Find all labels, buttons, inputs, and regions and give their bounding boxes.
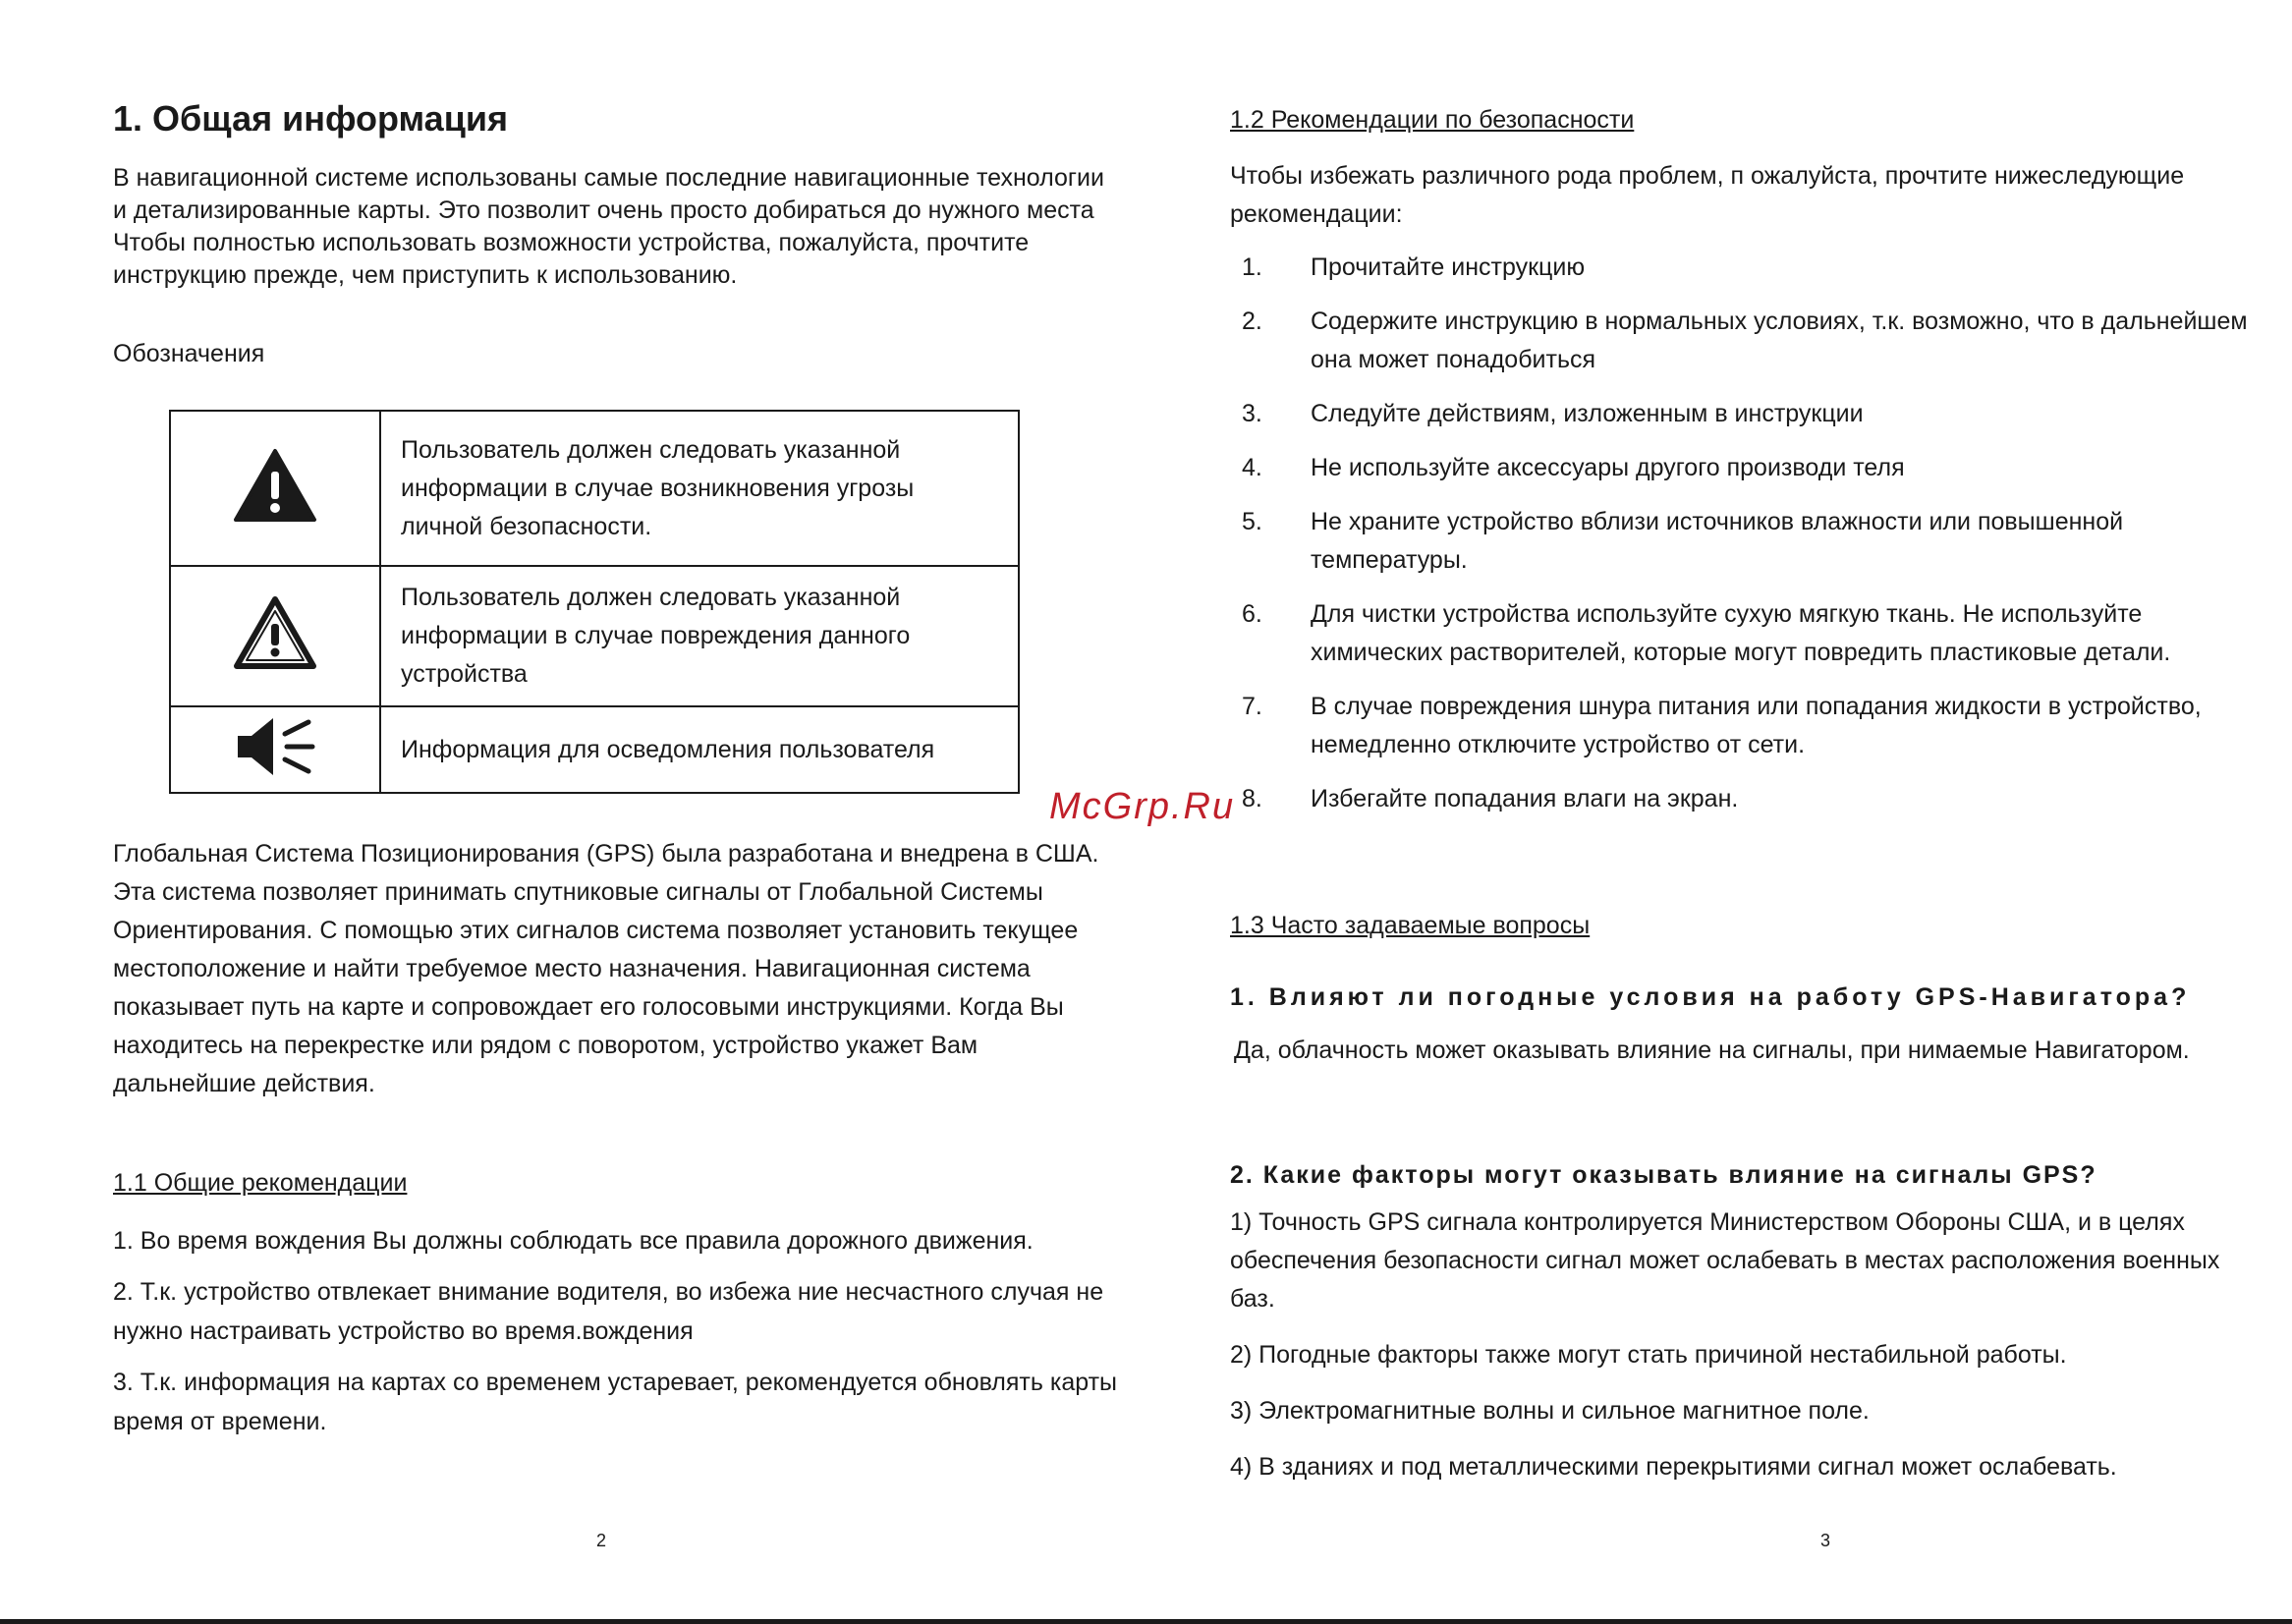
page-title: 1. Общая информация bbox=[113, 98, 508, 139]
section-heading-1-1: 1.1 Общие рекомендации bbox=[113, 1169, 408, 1197]
page-number: 2 bbox=[596, 1531, 607, 1550]
item-text: Не используйте аксессуары другого производи теля bbox=[1311, 454, 1905, 481]
list-item bbox=[1230, 249, 2271, 287]
list-item: 2. Т.к. устройство отвлекает внимание водителя, во избежа ние несчастного случая не нужно настраивать устройство во время.вождения bbox=[113, 1278, 1104, 1345]
faq-answer: 2) Погодные факторы также могут стать причиной нестабильной работы. bbox=[1230, 1341, 2067, 1369]
list-item: 3. Т.к. информация на картах со временем устаревает, рекомендуется обновлять карты время от времени. bbox=[113, 1369, 1118, 1435]
list-item bbox=[1230, 688, 2271, 764]
item-number: 8. bbox=[1242, 785, 1262, 812]
recommendations-list bbox=[113, 1221, 1145, 1453]
legend-row bbox=[170, 706, 1019, 793]
item-number: 4. bbox=[1242, 454, 1262, 481]
warning-filled-icon bbox=[233, 448, 317, 523]
legend-text: Информация для осведомления пользователя bbox=[380, 706, 1019, 793]
watermark: McGrp.Ru bbox=[1049, 786, 1236, 827]
right-page bbox=[1146, 0, 2292, 1624]
item-number: 2. bbox=[1242, 308, 1262, 335]
legend-row bbox=[170, 566, 1019, 706]
legend-text: Пользователь должен следовать указанной информации в случае повреждения данного устройства bbox=[380, 566, 1019, 706]
safety-list bbox=[1230, 249, 2271, 834]
legend-table bbox=[169, 410, 1020, 794]
item-text: Не храните устройство вблизи источников влажности или повышенной температуры. bbox=[1311, 508, 2124, 574]
section-heading-1-3: 1.3 Часто задаваемые вопросы bbox=[1230, 912, 1591, 939]
warning-outline-icon bbox=[233, 595, 317, 670]
speaker-icon bbox=[234, 714, 316, 779]
faq-answer: Да, облачность может оказывать влияние на сигналы, при нимаемые Навигатором. bbox=[1234, 1036, 2190, 1064]
item-text: Избегайте попадания влаги на экран. bbox=[1311, 785, 1739, 812]
legend-label: Обозначения bbox=[113, 340, 265, 367]
gps-paragraph: Глобальная Система Позиционирования (GPS) была разработана и внедрена в США. Эта система позволяет принимать спутниковые сигналы от Глобальной Системы Ориентирования. С помощью этих сигналов система позволяет установить текущее местоположение и найти требуемое место назначения. Навигационная система показывает путь на карте и сопровождает его голосовыми инструкциями. Когда Вы находитесь на перекрестке или рядом с поворотом, устройство укажет Вам дальнейшие действия. bbox=[113, 840, 1099, 1097]
list-item bbox=[1230, 395, 2271, 433]
safety-intro: Чтобы избежать различного рода проблем, п ожалуйста, прочтите нижеследующие рекомендации: bbox=[1230, 162, 2185, 228]
list-item bbox=[1230, 595, 2271, 672]
faq-question: 1. Влияют ли погодные условия на работу GPS-Навигатора? bbox=[1230, 983, 2191, 1011]
item-text: Прочитайте инструкцию bbox=[1311, 253, 1586, 281]
item-text: Содержите инструкцию в нормальных условиях, т.к. возможно, что в дальнейшем она может понадобиться bbox=[1311, 308, 2248, 373]
item-number: 3. bbox=[1242, 400, 1262, 427]
faq-answer-list bbox=[1230, 1204, 2271, 1504]
item-text: Следуйте действиям, изложенным в инструкции bbox=[1311, 400, 1864, 427]
item-number: 1. bbox=[1242, 253, 1262, 281]
item-number: 6. bbox=[1242, 600, 1262, 628]
list-item bbox=[1230, 449, 2271, 487]
faq-question: 2. Какие факторы могут оказывать влияние на сигналы GPS? bbox=[1230, 1161, 2097, 1189]
legend-row bbox=[170, 411, 1019, 566]
bottom-border bbox=[0, 1619, 2292, 1624]
legend-text: Пользователь должен следовать указанной информации в случае возникновения угрозы личной безопасности. bbox=[380, 411, 1019, 566]
item-number: 5. bbox=[1242, 508, 1262, 535]
list-item bbox=[1230, 780, 2271, 818]
faq-answer: 3) Электромагнитные волны и сильное магнитное поле. bbox=[1230, 1397, 1870, 1425]
page-number: 3 bbox=[1820, 1531, 1831, 1550]
list-item bbox=[1230, 303, 2271, 379]
item-number: 7. bbox=[1242, 693, 1262, 720]
faq-answer: 4) В зданиях и под металлическими перекрытиями сигнал может ослабевать. bbox=[1230, 1453, 2117, 1481]
item-text: В случае повреждения шнура питания или попадания жидкости в устройство, немедленно отключите устройство от сети. bbox=[1311, 693, 2202, 758]
intro-paragraph: В навигационной системе использованы самые последние навигационные технологии и детализированные карты. Это позволит очень просто добираться до нужного места Чтобы полностью использовать возможности устройства, пожалуйста, прочтите инструкцию прежде, чем приступить к использованию. bbox=[113, 164, 1104, 289]
faq-answer: 1) Точность GPS сигнала контролируется Министерством Обороны США, и в целях обеспечения безопасности сигнал может ослабевать в местах расположения военных баз. bbox=[1230, 1208, 2220, 1313]
section-heading-1-2: 1.2 Рекомендации по безопасности bbox=[1230, 106, 1635, 134]
item-text: Для чистки устройства используйте сухую мягкую ткань. Не используйте химических растворителей, которые могут повредить пластиковые детали. bbox=[1311, 600, 2171, 666]
list-item: 1. Во время вождения Вы должны соблюдать все правила дорожного движения. bbox=[113, 1227, 1034, 1255]
list-item bbox=[1230, 503, 2271, 580]
